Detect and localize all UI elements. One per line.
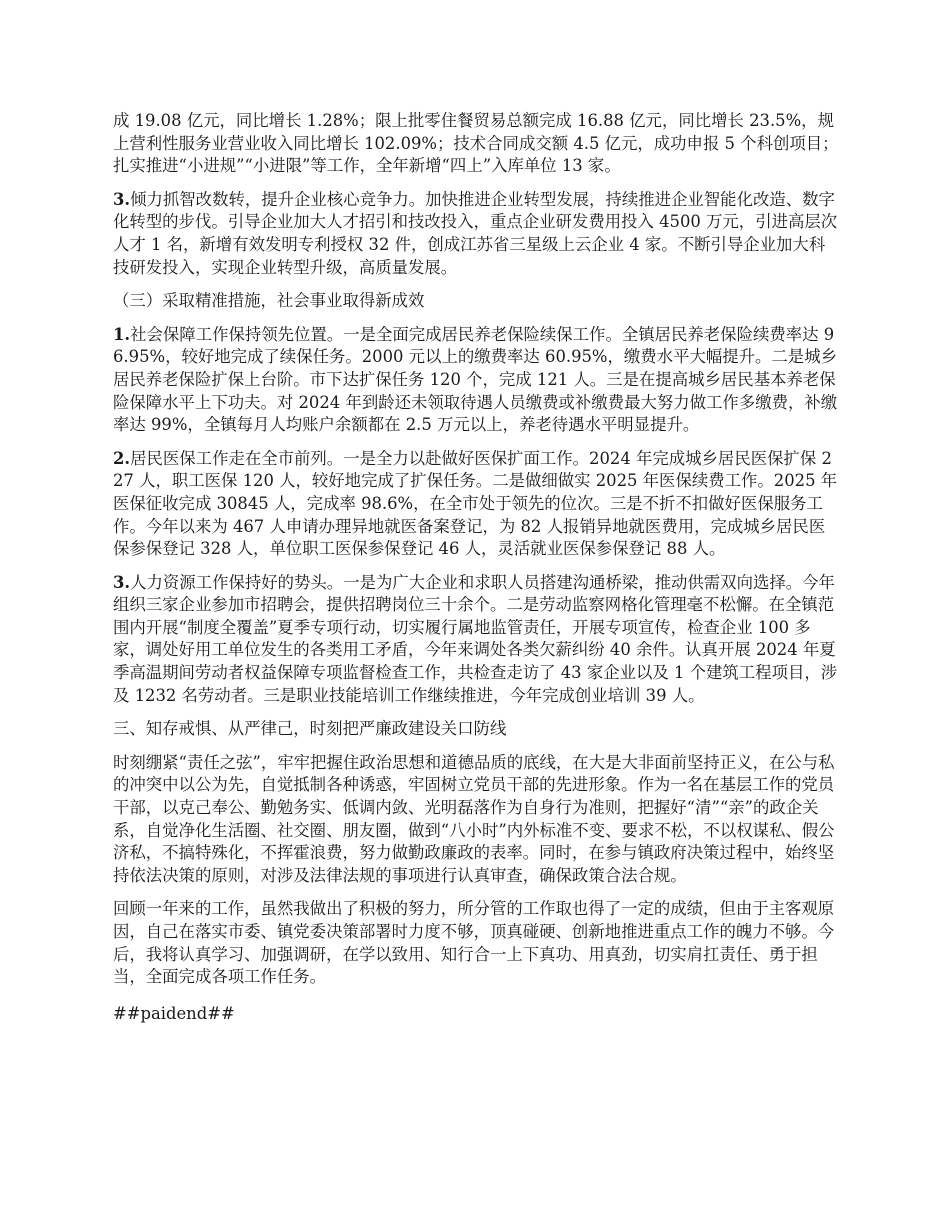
paragraph-economy-stats [113,110,839,178]
paragraph-text: 社会保障工作保持领先位置。一是全面完成居民养老保险续保工作。全镇居民养老保险续费率达 96.95%，较好地完成了续保任务。2000 元以上的缴费率达 60.95%，缴费水平大幅提升。二是城乡居民养老保险扩保上台阶。市下达扩保任务 120 个，完成 121 人。三是在提高城乡居民基本养老保险保障水平上下功夫。对 2024 年到龄还未领取待遇人员缴费或补缴费最大努力做工作多缴费，补缴率达 99%，全镇每月人均账户余额都在 2.5 万元以上，养老待遇水平明显提升。 [113,324,838,435]
end-marker: ##paidend## [113,1003,235,1023]
paragraph-text: 时刻绷紧“责任之弦”，牢牢把握住政治思想和道德品质的底线，在大是大非面前坚持正义，在公与私的冲突中以公为先，自觉抵制各种诱惑，牢固树立党员干部的先进形象。作为一名在基层工作的党员干部，以克己奉公、勤勉务实、低调内敛、光明磊落作为自身行为准则，把握好“清”“亲”的政企关系，自觉净化生活圈、社交圈、朋友圈，做到“八小时”内外标准不变、要求不松，不以权谋私、假公济私，不搞特殊化，不挥霍浪费，努力做勤政廉政的表率。同时，在参与镇政府决策过程中，始终坚持依法决策的原则，对涉及法律法规的事项进行认真审查，确保政策合法合规。 [113,752,835,885]
document-body [113,110,839,1025]
paragraph-text: 居民医保工作走在全市前列。一是全力以赴做好医保扩面工作。2024 年完成城乡居民医保扩保 227 人，职工医保 120 人，较好地完成了扩保任务。二是做细做实 2025 年医保续费工作。2025 年医保征收完成 30845 人，完成率 98.6%，在全市处于领先的位次。三是不折不扣做好医保服务工作。今年以来为 467 人申请办理异地就医备案登记，为 82 人报销异地就医费用，完成城乡居民医保参保登记 328 人，单位职工医保参保登记 46 人，灵活就业医保参保登记 88 人。 [113,448,838,559]
heading-text: 三、知存戒惧、从严律己，时刻把严廉政建设关口防线 [113,719,507,739]
paragraph-text: 回顾一年来的工作，虽然我做出了积极的努力，所分管的工作取也得了一定的成绩，但由于主客观原因，自己在落实市委、镇党委决策部署时力度不够，顶真碰硬、创新地推进重点工作的魄力不够。今后，我将认真学习、加强调研，在学以致用、知行合一上下真功、用真劲，切实肩扛责任、勇于担当，全面完成各项工作任务。 [113,899,835,987]
paragraph-text: 人力资源工作保持好的势头。一是为广大企业和求职人员搭建沟通桥梁，推动供需双向选择。今年组织三家企业参加市招聘会，提供招聘岗位三十余个。二是劳动监察网格化管理毫不松懈。在全镇范围内开展“制度全覆盖”夏季专项行动，切实履行属地监管责任，开展专项宣传，检查企业 100 多家，调处好用工单位发生的各类用工矛盾，今年来调处各类欠薪纠纷 40 余件。认真开展 2024 年夏季高温期间劳动者权益保障专项监督检查工作，共检查走访了 43 家企业以及 1 个建筑工程项目，涉及 1232 名劳动者。三是职业技能培训工作继续推进，今年完成创业培训 39 人。 [113,572,838,705]
paragraph-number: 3. [113,572,131,592]
section-heading-integrity [113,718,839,741]
paragraph-human-resources [113,572,839,708]
paragraph-number: 3. [113,189,131,209]
paragraph-text: 倾力抓智改数转，提升企业核心竞争力。加快推进企业转型发展，持续推进企业智能化改造、数字化转型的步伐。引导企业加大人才招引和技改投入，重点企业研发费用投入 4500 万元，引进高层次人才 1 名，新增有效发明专利授权 32 件，创成江苏省三星级上云企业 4 家。不断引导企业加大科技研发投入，实现企业转型升级，高质量发展。 [113,189,838,277]
paragraph-integrity [113,752,839,888]
heading-text: （三）采取精准措施，社会事业取得新成效 [113,291,425,311]
paragraph-review [113,898,839,988]
paragraph-number: 2. [113,448,131,468]
section-heading-social-affairs [113,290,839,313]
paragraph-number: 1. [113,324,131,344]
paragraph-medical-insurance [113,448,839,561]
paragraph-social-security [113,324,839,437]
paragraph-text: 成 19.08 亿元，同比增长 1.28%；限上批零住餐贸易总额完成 16.88 亿元，同比增长 23.5%，规上营利性服务业营业收入同比增长 102.09%；技术合同成交额 4.5 亿元，成功申报 5 个科创项目；扎实推进“小进规”“小进限”等工作，全年新增“四上”入库单位 13 家。 [113,111,839,176]
paragraph-digital-transformation [113,189,839,279]
